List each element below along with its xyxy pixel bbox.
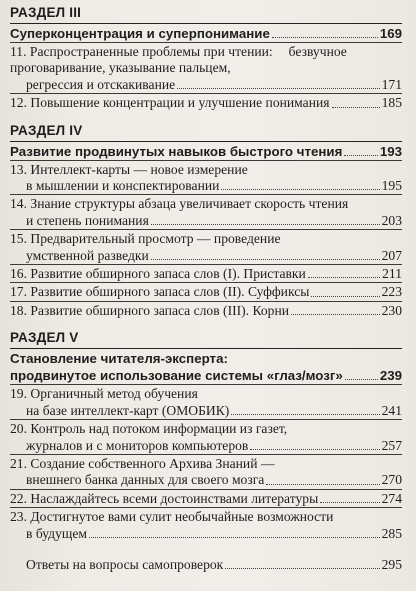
toc-entry-text: 21. Создание собственного Архива Знаний — [10, 455, 275, 471]
toc-entry[interactable] [10, 282, 402, 300]
toc-entry[interactable] [10, 454, 402, 489]
toc-entry-text: и степень понимания [26, 212, 149, 228]
section-title-text: Становление читателя-эксперта: [10, 351, 228, 367]
section-title [10, 348, 402, 384]
toc-page-number: 285 [381, 525, 402, 541]
toc-page-number: 230 [381, 302, 402, 318]
toc-page-number: 257 [381, 437, 402, 453]
dot-leader [320, 501, 379, 503]
section-title-text: Суперконцентрация и суперпонимание [10, 26, 270, 41]
section-title-text: продвинутое использование системы «глаз/мозг» [10, 368, 343, 384]
dot-leader [89, 536, 380, 538]
toc-entry-text: 16. Развитие обширного запаса слов (I). Приставки [10, 266, 306, 282]
toc-entry-row [10, 403, 402, 419]
dot-leader [231, 413, 379, 415]
section-title-row [10, 143, 402, 160]
toc-entry-row [10, 213, 402, 229]
toc-entry-row [10, 303, 402, 319]
answers-label: Ответы на вопросы самопроверок [26, 556, 224, 572]
dot-leader [332, 106, 380, 108]
toc-entry[interactable] [10, 42, 402, 93]
toc-page-number: 223 [381, 284, 402, 300]
section-title-row [10, 25, 402, 42]
dot-leader [266, 483, 379, 485]
toc-entry-text: 20. Контроль над потоком информации из газет, [10, 421, 288, 437]
toc-entry[interactable] [10, 384, 402, 419]
toc-entry-text: 23. Достигнутое вами сулит необычайные возможности [10, 509, 334, 525]
toc-entry-text: регрессия и отскакивание [26, 76, 176, 92]
section-page-number: 193 [379, 143, 402, 159]
toc-entry-row [10, 284, 402, 300]
dot-leader [221, 188, 379, 190]
toc-page-number: 185 [381, 95, 402, 111]
toc-entry-row [10, 248, 402, 264]
toc-entry[interactable] [10, 194, 402, 229]
section-heading: РАЗДЕЛ III [10, 5, 82, 20]
toc-entry-row [10, 526, 402, 542]
dot-leader [250, 448, 379, 450]
toc-entry-text: 22. Наслаждайтесь всеми достоинствами литературы [10, 490, 319, 506]
toc-page-number: 274 [381, 490, 402, 506]
toc-entry-row [10, 77, 402, 93]
toc-page-number: 241 [381, 402, 402, 418]
toc-entry[interactable] [10, 229, 402, 264]
section-title-text: Развитие продвинутых навыков быстрого чтения [10, 143, 343, 159]
toc-entry[interactable] [10, 160, 402, 195]
toc-page-number: 270 [381, 472, 402, 488]
dot-leader [177, 87, 379, 89]
toc-entry-text: в мышлении и конспектировании [26, 178, 220, 194]
dot-leader [151, 223, 380, 225]
toc-entry-text: 14. Знание структуры абзаца увеличивает скорость чтения [10, 196, 349, 212]
toc-entry-row [10, 95, 402, 111]
toc-entry-text: безвучное проговаривание, указывание пальцем, [10, 44, 347, 76]
toc-entry[interactable] [10, 264, 402, 282]
section-title-row [10, 367, 402, 384]
toc-page-number: 171 [381, 76, 402, 92]
toc-entry-text: 19. Органичный метод обучения [10, 386, 198, 402]
toc-page-number: 203 [381, 212, 402, 228]
answers-row [10, 556, 402, 573]
table-of-contents [10, 0, 402, 573]
answers-entry[interactable] [10, 556, 402, 573]
answers-page-number: 295 [381, 556, 402, 572]
toc-entry[interactable] [10, 419, 402, 454]
toc-page-number: 195 [381, 178, 402, 194]
section-heading: РАЗДЕЛ V [10, 330, 79, 346]
toc-entry[interactable] [10, 507, 402, 542]
toc-entry-row [10, 472, 402, 488]
toc-entry-row [10, 438, 402, 454]
toc-entry-text: 11. Распространенные проблемы при чтении: [10, 44, 273, 59]
dot-leader [311, 295, 379, 297]
toc-entry-text: журналов и с мониторов компьютеров [26, 437, 249, 453]
toc-entry-text: на базе интеллект-карт (ОМОБИК) [26, 402, 230, 418]
section-page-number: 169 [379, 26, 402, 41]
toc-entry-text: 12. Повышение концентрации и улучшение понимания [10, 95, 330, 111]
toc-entry[interactable] [10, 93, 402, 111]
toc-entry[interactable] [10, 301, 402, 319]
toc-page-number: 211 [382, 266, 402, 282]
toc-entry[interactable] [10, 489, 402, 507]
toc-entry-text: 15. Предварительный просмотр — проведение [10, 231, 281, 247]
dot-leader [272, 36, 378, 38]
dot-leader [345, 378, 378, 380]
section-title [10, 141, 402, 160]
toc-entry-row [10, 491, 402, 507]
dot-leader [151, 258, 380, 260]
toc-entry-row [10, 266, 402, 282]
toc-entry-row [10, 178, 402, 194]
dot-leader [308, 276, 380, 278]
section-heading: РАЗДЕЛ IV [10, 122, 83, 138]
toc-entry-text: внешнего банка данных для своего мозга [26, 472, 265, 488]
toc-entry-text: умственной разведки [26, 247, 149, 263]
toc-entry-text: в будущем [26, 525, 87, 541]
section-page-number: 239 [379, 368, 402, 384]
toc-entry-text: 18. Развитие обширного запаса слов (III). Корни [10, 302, 290, 318]
dot-leader [225, 567, 379, 569]
dot-leader [291, 313, 380, 315]
toc-entry-text: 17. Развитие обширного запаса слов (II). Суффиксы [10, 284, 310, 300]
dot-leader [344, 154, 377, 156]
toc-entry-text: 13. Интеллект-карты — новое измерение [10, 161, 248, 177]
toc-page-number: 207 [381, 247, 402, 263]
section-title [10, 23, 402, 42]
